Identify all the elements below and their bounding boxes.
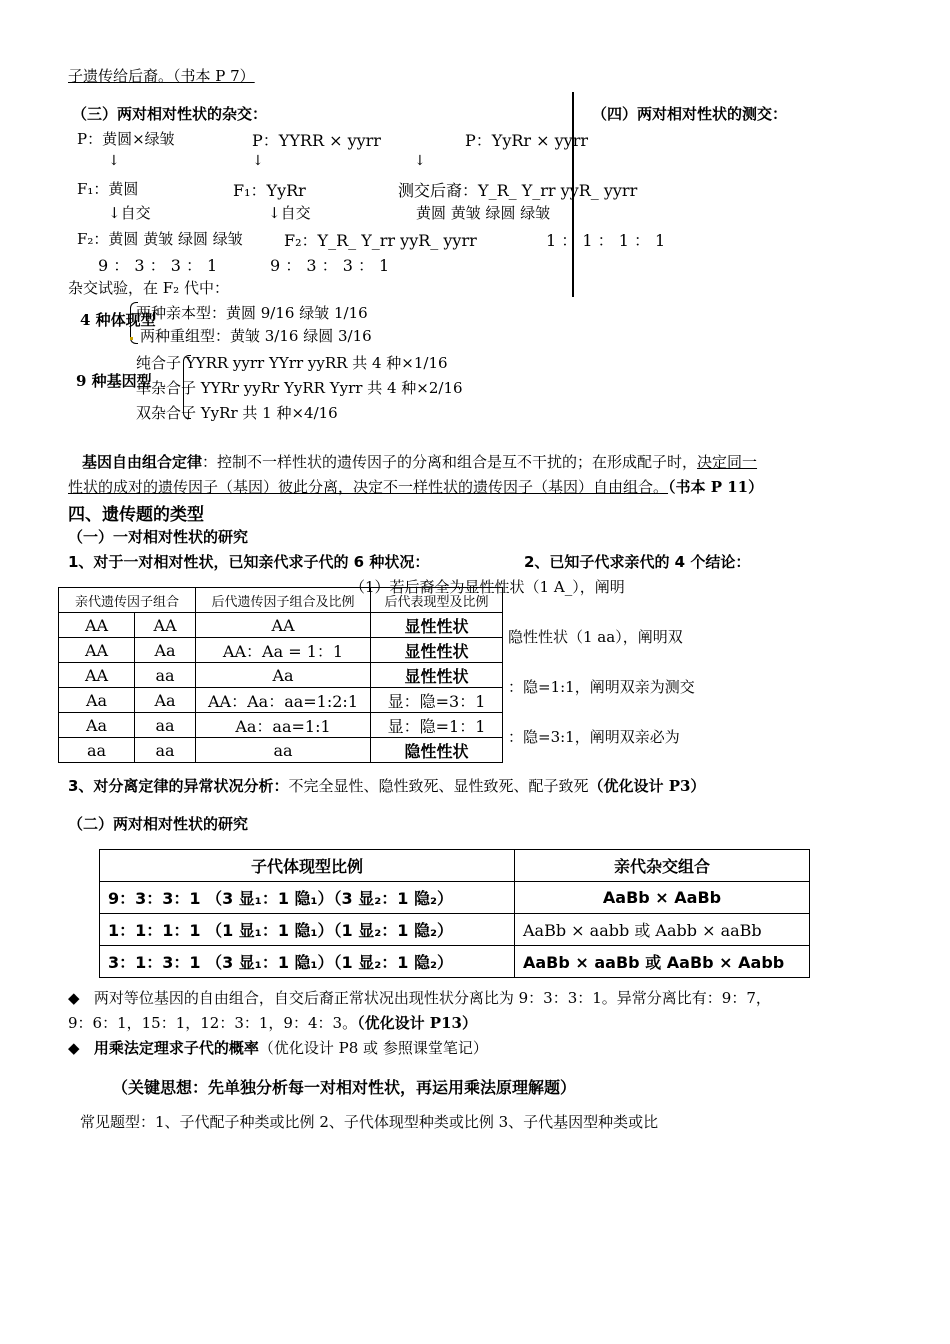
table-row xyxy=(59,688,503,713)
dot-mark xyxy=(130,337,133,340)
diamond-icon: ◆ xyxy=(68,989,80,1007)
sub-2-title: （二）两对相对性状的研究 xyxy=(68,815,249,833)
item-1: 1、对于一对相对性状，已知亲代求子代的 6 种状况： xyxy=(68,553,430,571)
table-header-row xyxy=(59,588,503,613)
table-header: 亲代遗传因子组合 xyxy=(59,588,196,613)
table-cell: aa xyxy=(135,738,196,763)
table-cell: AA xyxy=(59,613,135,638)
two-trait-table xyxy=(99,849,810,978)
bullet-1: ◆ 两对等位基因的自由组合，自交后裔正常状况出现性状分离比为 9：3：3：1。异常分离比有：9：7， xyxy=(68,989,771,1007)
ratio-2: 9 ： 3 ： 3 ： 1 xyxy=(270,256,390,275)
bullet-1-cont: 9：6：1，15：1，12：3：1，9：4：3。（优化设计 P13） xyxy=(68,1014,477,1032)
table-cell: 隐性性状 xyxy=(371,738,503,763)
f2-line-2: F₂：Y_R_ Y_rr yyR_ yyrr xyxy=(284,231,477,250)
table-cell: Aa xyxy=(135,638,196,663)
conclusion-2: 隐性性状（1 aa），阐明双 xyxy=(508,628,683,646)
f2-intro: 杂交试验，在 F₂ 代中： xyxy=(68,279,229,297)
genotype-label: 9 种基因型 xyxy=(76,372,152,390)
key-idea: （关键思想：先单独分析每一对相对性状，再运用乘法原理解题） xyxy=(112,1078,577,1097)
table-row xyxy=(100,914,810,946)
selfing-1: ↓自交 xyxy=(108,204,151,222)
arrow-1: ↓ xyxy=(108,153,120,169)
chapter-4-title: 四、遗传题的类型 xyxy=(68,505,204,525)
table-header: 后代表现型及比例 xyxy=(371,588,503,613)
f1-line-1: F₁：黄圆 xyxy=(77,180,139,198)
conclusion-1: （1）若后裔全为显性性状（1 A_），阐明 xyxy=(350,578,625,596)
table-cell: 显性性状 xyxy=(371,613,503,638)
table-cell: AA xyxy=(135,613,196,638)
table-cell: AA：Aa = 1：1 xyxy=(196,638,371,663)
testcross-ratio: 1 ： 1 ： 1 ： 1 xyxy=(546,231,666,250)
table-cell: 显性性状 xyxy=(371,638,503,663)
table-cell: AaBb × aabb 或 Aabb × aaBb xyxy=(515,914,810,946)
selfing-2: ↓自交 xyxy=(268,204,311,222)
table-cell: Aa xyxy=(135,688,196,713)
homozygous-row: 纯合子 YYRR yyrr YYrr yyRR 共 4 种×1/16 xyxy=(136,354,448,372)
table-row xyxy=(59,613,503,638)
table-cell: AaBb × AaBb xyxy=(515,882,810,914)
p-line-2: P：YYRR × yyrr xyxy=(252,131,381,150)
testcross-phenotypes: 黄圆 黄皱 绿圆 绿皱 xyxy=(416,204,551,222)
table-row xyxy=(59,663,503,688)
table-header: 子代体现型比例 xyxy=(100,850,515,882)
table-cell: 9：3：3：1 （3 显₁：1 隐₁）（3 显₂：1 隐₂） xyxy=(100,882,515,914)
double-het-row: 双杂合子 YyRr 共 1 种×4/16 xyxy=(136,404,338,422)
conclusion-4: ：隐=3:1，阐明双亲必为 xyxy=(508,728,680,746)
table-row xyxy=(59,638,503,663)
table-cell: Aa xyxy=(59,713,135,738)
table-row xyxy=(100,882,810,914)
table-cell: aa xyxy=(135,663,196,688)
table-cell: 显：隐=3：1 xyxy=(371,688,503,713)
table-cell: 3：1：3：1 （3 显₁：1 隐₁）（1 显₂：1 隐₂） xyxy=(100,946,515,978)
section-4-title: （四）两对相对性状的测交： xyxy=(592,105,788,123)
section-3-title: （三）两对相对性状的杂交： xyxy=(72,105,268,123)
table-cell: AA xyxy=(59,638,135,663)
law-line-2: 性状的成对的遗传因子（基因）彼此分离，决定不一样性状的遗传因子（基因）自由组合。（书本 P 11） xyxy=(68,478,764,496)
table-cell: aa xyxy=(135,713,196,738)
table-cell: 1：1：1：1 （1 显₁：1 隐₁）（1 显₂：1 隐₂） xyxy=(100,914,515,946)
table-cell: AA xyxy=(196,613,371,638)
table-header-row xyxy=(100,850,810,882)
bullet-2: ◆ 用乘法定理求子代的概率（优化设计 P8 或 参照课堂笔记） xyxy=(68,1039,488,1057)
p-line-3: P：YyRr × yyrr xyxy=(465,131,589,150)
single-het-row: 单杂合子 YYRr yyRr YyRR Yyrr 共 4 种×2/16 xyxy=(136,379,463,397)
table-cell: aa xyxy=(196,738,371,763)
table-cell: AA：Aa：aa=1:2:1 xyxy=(196,688,371,713)
item-2: 2、已知子代求亲代的 4 个结论： xyxy=(524,553,751,571)
conclusion-3: ：隐=1:1，阐明双亲为测交 xyxy=(508,678,695,696)
table-row xyxy=(59,713,503,738)
table-cell: AA xyxy=(59,663,135,688)
p-line-1: P：黄圆×绿皱 xyxy=(77,130,175,148)
table-cell: AaBb × aaBb 或 AaBb × Aabb xyxy=(515,946,810,978)
ratio-1: 9 ： 3 ： 3 ： 1 xyxy=(98,256,218,275)
arrow-3: ↓ xyxy=(414,153,426,169)
table-header: 后代遗传因子组合及比例 xyxy=(196,588,371,613)
table-cell: 显性性状 xyxy=(371,663,503,688)
table-cell: Aa：aa=1:1 xyxy=(196,713,371,738)
parental-types: 两种亲本型：黄圆 9/16 绿皱 1/16 xyxy=(136,304,368,322)
phenotype-label: 4 种体现型 xyxy=(80,311,156,329)
law-line-1: 基因自由组合定律：控制不一样性状的遗传因子的分离和组合是互不干扰的；在形成配子时，决定同一 xyxy=(82,453,758,471)
diamond-icon: ◆ xyxy=(68,1039,80,1057)
table-row xyxy=(59,738,503,763)
item-3: 3、对分离定律的异常状况分析：不完全显性、隐性致死、显性致死、配子致死（优化设计 P3） xyxy=(68,777,706,795)
f2-line-1: F₂：黄圆 黄皱 绿圆 绿皱 xyxy=(77,230,243,248)
f1-line-2: F₁：YyRr xyxy=(233,181,306,200)
testcross-offspring: 测交后裔：Y_R_ Y_rr yyR_ yyrr xyxy=(398,181,638,200)
recombinant-types: 两种重组型：黄皱 3/16 绿圆 3/16 xyxy=(140,327,372,345)
table-cell: aa xyxy=(59,738,135,763)
table-header: 亲代杂交组合 xyxy=(515,850,810,882)
top-line: 子遗传给后裔。（书本 P 7） xyxy=(68,67,255,85)
table-cell: Aa xyxy=(59,688,135,713)
arrow-2: ↓ xyxy=(252,153,264,169)
table-cell: 显：隐=1：1 xyxy=(371,713,503,738)
table-cell: Aa xyxy=(196,663,371,688)
single-trait-table xyxy=(58,587,503,763)
sub-1-title: （一）一对相对性状的研究 xyxy=(68,528,249,546)
common-question-types: 常见题型：1、子代配子种类或比例 2、子代体现型种类或比例 3、子代基因型种类或比 xyxy=(80,1113,659,1131)
table-row xyxy=(100,946,810,978)
